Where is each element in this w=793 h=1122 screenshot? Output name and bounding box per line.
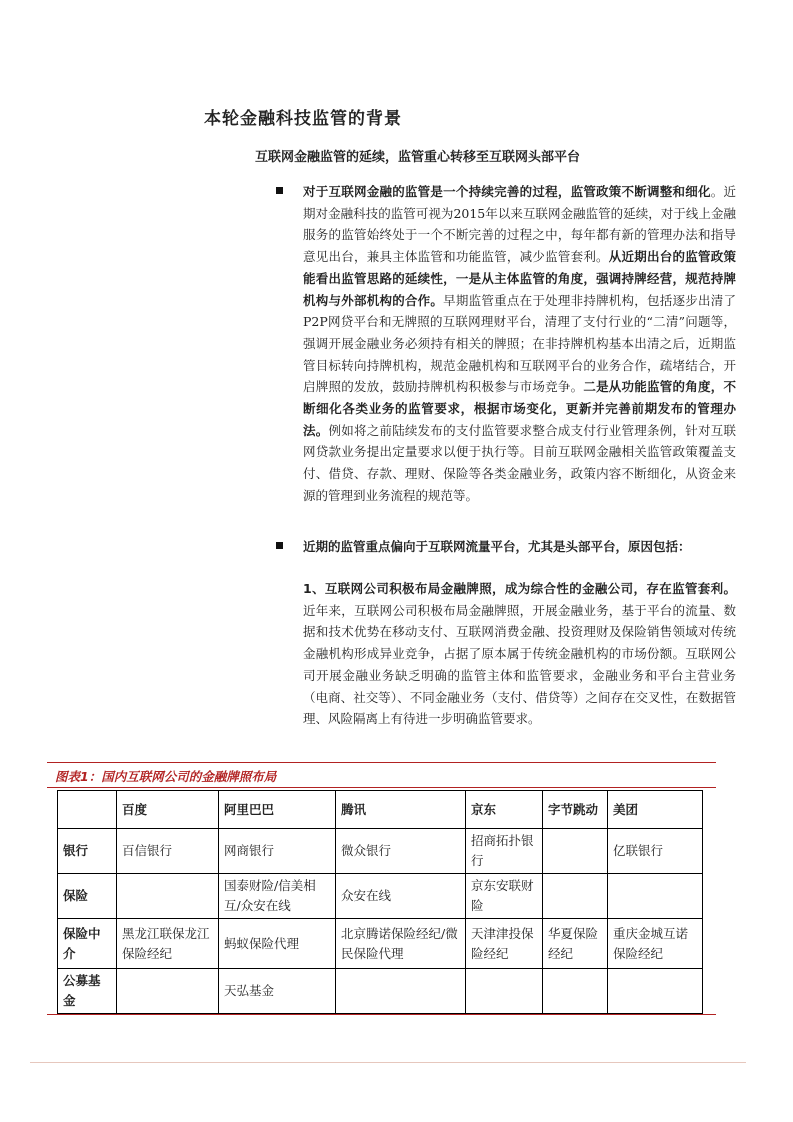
table-cell: 百信银行: [117, 829, 219, 874]
sub-point-1: [303, 578, 736, 730]
header-cell: 京东: [466, 791, 543, 829]
table-cell: 黑龙江联保龙江保险经纪: [117, 919, 219, 969]
table-row: [58, 969, 703, 1014]
table-cell: [543, 829, 608, 874]
sub-point-1-lead: 1、互联网公司积极布局金融牌照，成为综合性的金融公司，存在监管套利。: [303, 581, 736, 596]
table-cell: [543, 969, 608, 1014]
header-cell: 字节跳动: [543, 791, 608, 829]
bullet-1-lead: 对于互联网金融的监管是一个持续完善的过程，监管政策不断调整和细化: [303, 184, 711, 199]
header-cell: 阿里巴巴: [219, 791, 336, 829]
bullet-point-1: [276, 181, 736, 507]
table-cell: [543, 874, 608, 919]
table-cell: 天弘基金: [219, 969, 336, 1014]
table-cell: [117, 874, 219, 919]
table-cell: [608, 874, 703, 919]
header-cell: 腾讯: [336, 791, 466, 829]
header-cell: 百度: [117, 791, 219, 829]
square-bullet-icon: [276, 187, 283, 194]
bullet-1-bold-3: 二是从功能监管的角度，不断细化各类业务的监管要求，根据市场变化，更新并完善前期发布的管理办法。: [303, 379, 736, 438]
table-caption: 图表1：国内互联网公司的金融牌照布局: [55, 769, 277, 784]
bullet-1-text-1: 。近期对金融科技的监管可视为2015年以来互联网金融监管的延续，对于线上金融服务的监管始终处于一个不断完善的过程之中，每年都有新的管理办法和指导意见出台，兼具主体监管和功能监管，减少监管套利。: [303, 184, 736, 265]
table-cell: 国泰财险/信美相互/众安在线: [219, 874, 336, 919]
row-label: 银行: [58, 829, 117, 874]
table-cell: [117, 969, 219, 1014]
bullet-1-paragraph: [303, 181, 736, 507]
table-cell: 微众银行: [336, 829, 466, 874]
bullet-2-lead: 近期的监管重点偏向于互联网流量平台，尤其是头部平台，原因包括：: [303, 539, 691, 554]
table-cell: 华夏保险经纪: [543, 919, 608, 969]
table-cell: 北京腾诺保险经纪/微民保险代理: [336, 919, 466, 969]
table-bottom-rule: [47, 1014, 716, 1015]
bullet-1-bold-2: 从近期出台的监管政策能看出监管思路的延续性，一是从主体监管的角度，强调持牌经营，规范持牌机构与外部机构的合作。: [303, 249, 736, 308]
bullet-1-text-2: 早期监管重点在于处理非持牌机构，包括逐步出清了P2P网贷平台和无牌照的互联网理财平台，清理了支付行业的“二清”问题等，强调开展金融业务必须持有相关的牌照；在非持牌机构基本出清之后，近期监管目标转向持牌机构，规范金融机构和互联网平台的业务合作，疏堵结合，开启牌照的发放，鼓励持牌机构积极参与市场竞争。: [303, 292, 736, 395]
table-cell: 网商银行: [219, 829, 336, 874]
table-cell: 招商拓扑银行: [466, 829, 543, 874]
table-cell: [466, 969, 543, 1014]
row-label: 保险中介: [58, 919, 117, 969]
table-cell: [336, 969, 466, 1014]
table-cell: 天津津投保险经纪: [466, 919, 543, 969]
header-cell: [58, 791, 117, 829]
table-cell: [608, 969, 703, 1014]
license-table: [57, 790, 703, 1014]
square-bullet-icon: [276, 542, 283, 549]
table-cell: 亿联银行: [608, 829, 703, 874]
table-row: [58, 829, 703, 874]
section-subtitle: 互联网金融监管的延续，监管重心转移至互联网头部平台: [255, 150, 581, 165]
bullet-point-2: [276, 536, 736, 558]
table-cell: 京东安联财险: [466, 874, 543, 919]
table-row: [58, 919, 703, 969]
bullet-1-text-3: 例如将之前陆续发布的支付监管要求整合成支付行业管理条例，针对互联网贷款业务提出定量要求以便于执行等。目前互联网金融相关监管政策覆盖支付、借贷、存款、理财、保险等各类金融业务，政策内容不断细化，从资金来源的管理到业务流程的规范等。: [303, 422, 736, 503]
section-title: 本轮金融科技监管的背景: [204, 109, 402, 129]
table-cell: 重庆金城互诺保险经纪: [608, 919, 703, 969]
row-label: 公募基金: [58, 969, 117, 1014]
bullet-2-paragraph: [303, 536, 736, 558]
footer-divider: [30, 1062, 746, 1063]
table-row: [58, 874, 703, 919]
table-caption-bar: [47, 762, 716, 788]
table-cell: 众安在线: [336, 874, 466, 919]
sub-point-1-text: 近年来，互联网公司积极布局金融牌照，开展金融业务，基于平台的流量、数据和技术优势在移动支付、互联网消费金融、投资理财及保险销售领域对传统金融机构形成异业竞争，占据了原本属于传统金融机构的市场份额。互联网公司开展金融业务缺乏明确的监管主体和监管要求，金融业务和平台主营业务（电商、社交等）、不同金融业务（支付、借贷等）之间存在交叉性，在数据管理、风险隔离上有待进一步明确监管要求。: [303, 602, 736, 727]
table-cell: 蚂蚁保险代理: [219, 919, 336, 969]
row-label: 保险: [58, 874, 117, 919]
table-header-row: [58, 791, 703, 829]
header-cell: 美团: [608, 791, 703, 829]
